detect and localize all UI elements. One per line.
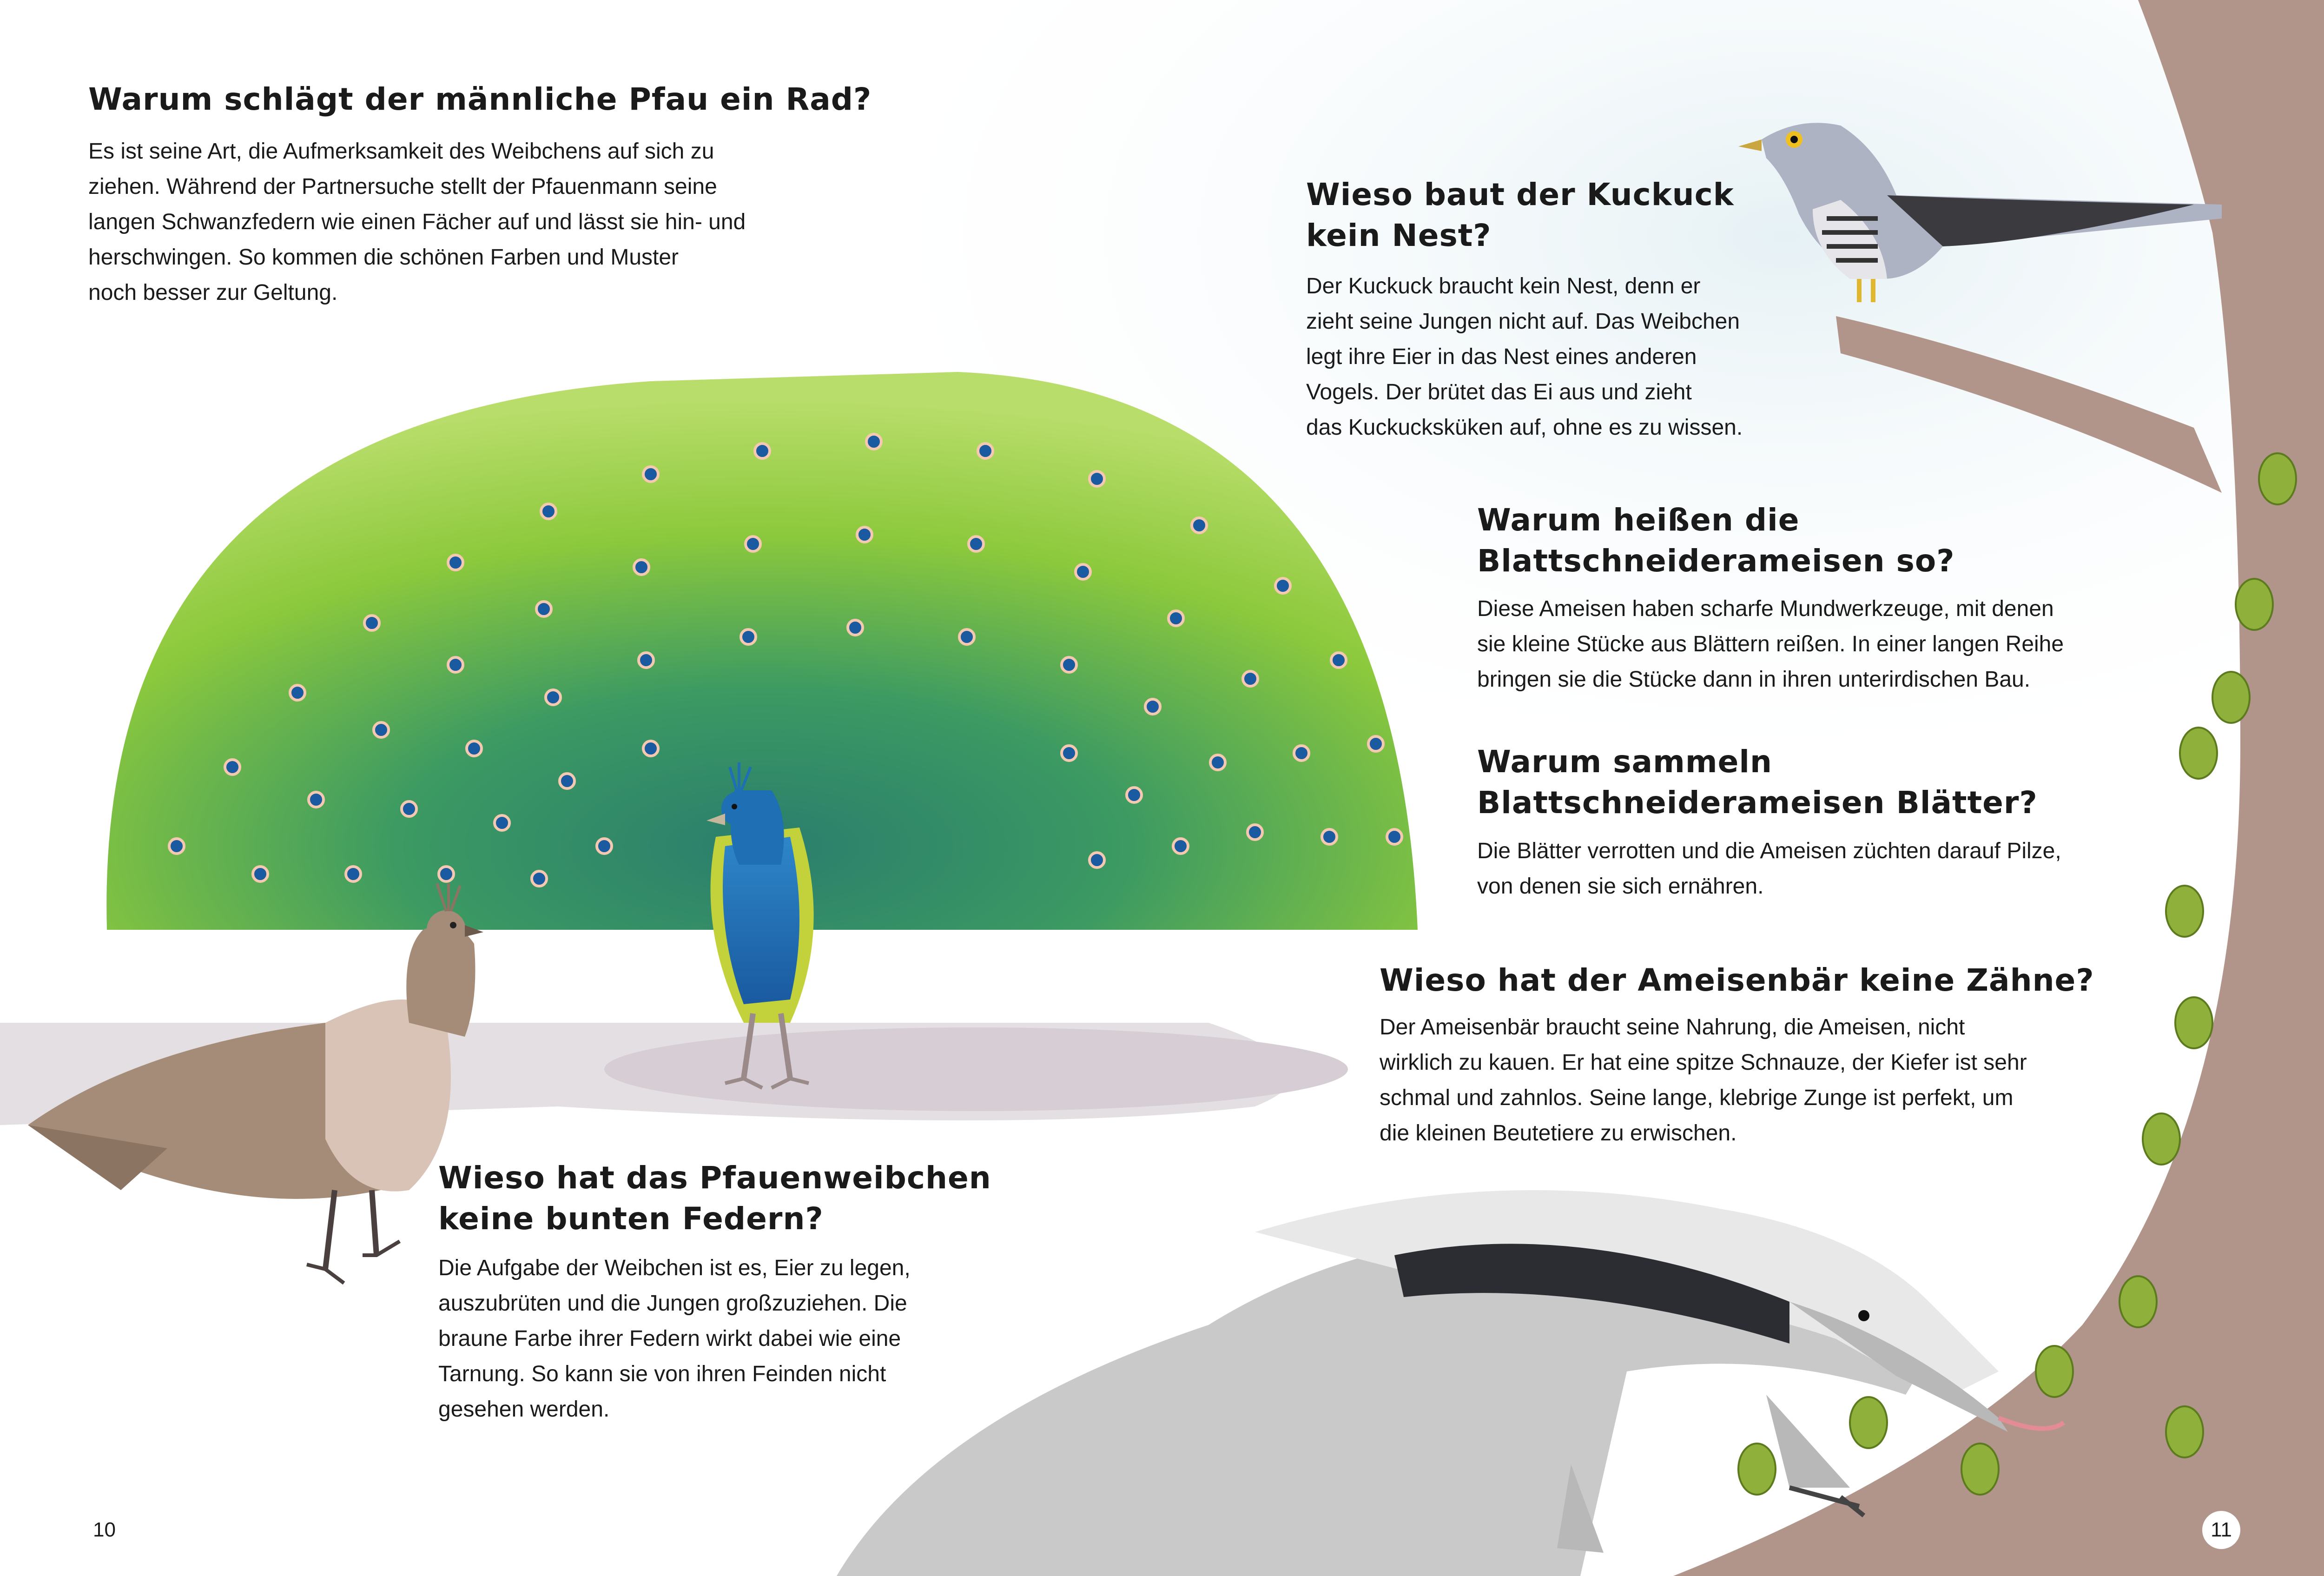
text-line: Der Kuckuck braucht kein Nest, denn er bbox=[1306, 274, 1701, 298]
page-number-left: 10 bbox=[93, 1518, 116, 1541]
anteater-heading: Wieso hat der Ameisenbär keine Zähne? bbox=[1380, 962, 2094, 998]
text-line: von denen sie sich ernähren. bbox=[1477, 874, 1764, 899]
text-line: schmal und zahnlos. Seine lange, klebrige Zunge ist perfekt, um bbox=[1380, 1086, 2014, 1110]
peahen-heading bbox=[438, 1158, 991, 1239]
cuckoo-text bbox=[1306, 269, 1864, 445]
text-line: sie kleine Stücke aus Blättern reißen. In einer langen Reihe bbox=[1477, 632, 2064, 656]
peahen-text bbox=[438, 1251, 1043, 1427]
heading-line: keine bunten Federn? bbox=[438, 1201, 824, 1237]
text-line: Tarnung. So kann sie von ihren Feinden nicht bbox=[438, 1362, 886, 1386]
peacock-text bbox=[88, 134, 878, 311]
text-line: Es ist seine Art, die Aufmerksamkeit des Weibchens auf sich zu bbox=[88, 139, 714, 164]
text-line: Diese Ameisen haben scharfe Mundwerkzeuge, mit denen bbox=[1477, 596, 2054, 621]
cuckoo-heading bbox=[1306, 174, 1734, 256]
leafcutter-name-text bbox=[1477, 591, 2174, 697]
text-line: die kleinen Beutetiere zu erwischen. bbox=[1380, 1121, 1737, 1146]
page-number-right: 11 bbox=[2202, 1511, 2240, 1549]
heading-line: kein Nest? bbox=[1306, 218, 1492, 253]
text-line: braune Farbe ihrer Federn wirkt dabei wie eine bbox=[438, 1326, 901, 1351]
text-line: Vogels. Der brütet das Ei aus und zieht bbox=[1306, 380, 1692, 404]
heading-line: Warum sammeln bbox=[1477, 744, 1773, 780]
heading-line: Warum heißen die bbox=[1477, 502, 1800, 538]
text-line: das Kuckucksküken auf, ohne es zu wissen. bbox=[1306, 415, 1743, 440]
text-line: Der Ameisenbär braucht seine Nahrung, die Ameisen, nicht bbox=[1380, 1015, 1965, 1040]
text-line: wirklich zu kauen. Er hat eine spitze Schnauze, der Kiefer ist sehr bbox=[1380, 1050, 2027, 1075]
text-line: auszubrüten und die Jungen großzuziehen. Die bbox=[438, 1291, 907, 1316]
text-line: legt ihre Eier in das Nest eines anderen bbox=[1306, 344, 1697, 369]
text-line: herschwingen. So kommen die schönen Farben und Muster bbox=[88, 245, 679, 270]
anteater-text bbox=[1380, 1010, 2170, 1151]
text-line: bringen sie die Stücke dann in ihren unterirdischen Bau. bbox=[1477, 667, 2031, 692]
heading-line: Blattschneiderameisen so? bbox=[1477, 543, 1955, 579]
text-line: noch besser zur Geltung. bbox=[88, 280, 338, 305]
heading-line: Wieso baut der Kuckuck bbox=[1306, 177, 1734, 212]
text-line: gesehen werden. bbox=[438, 1397, 610, 1422]
leafcutter-leaves-text bbox=[1477, 834, 2174, 904]
text-line: Die Aufgabe der Weibchen ist es, Eier zu legen, bbox=[438, 1256, 911, 1280]
text-line: zieht seine Jungen nicht auf. Das Weibchen bbox=[1306, 309, 1740, 334]
text-line: ziehen. Während der Partnersuche stellt der Pfauenmann seine bbox=[88, 174, 717, 199]
peacock-shadow bbox=[604, 1027, 1348, 1111]
text-line: Die Blätter verrotten und die Ameisen züchten darauf Pilze, bbox=[1477, 839, 2061, 863]
heading-line: Blattschneiderameisen Blätter? bbox=[1477, 785, 2038, 821]
text-line: langen Schwanzfedern wie einen Fächer auf und lässt sie hin- und bbox=[88, 210, 746, 234]
peacock-heading: Warum schlägt der männliche Pfau ein Rad? bbox=[88, 81, 872, 117]
heading-line: Wieso hat das Pfauenweibchen bbox=[438, 1160, 991, 1196]
leafcutter-name-heading bbox=[1477, 500, 1955, 582]
leafcutter-leaves-heading bbox=[1477, 742, 2038, 823]
